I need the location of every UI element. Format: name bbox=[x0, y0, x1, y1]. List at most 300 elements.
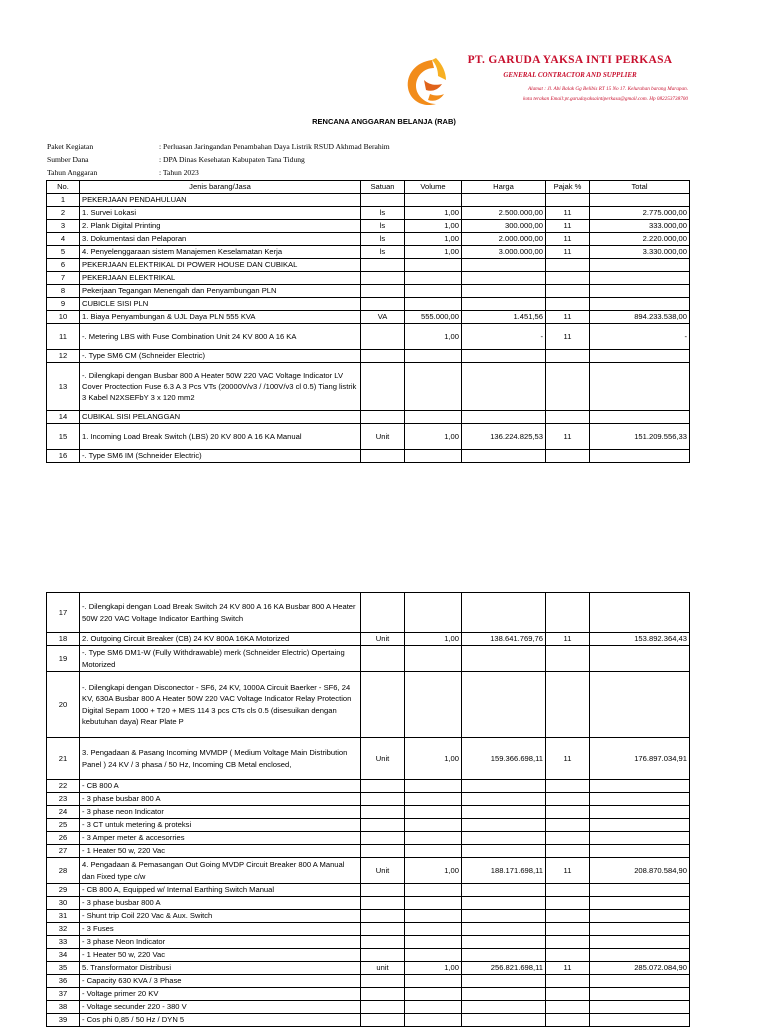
meta-label: Sumber Dana bbox=[47, 155, 89, 164]
total-cell bbox=[590, 411, 690, 424]
price-cell bbox=[462, 897, 546, 910]
tax-cell: 11 bbox=[546, 962, 590, 975]
volume-cell: 1,00 bbox=[405, 424, 462, 450]
price-cell bbox=[462, 988, 546, 1001]
unit-cell bbox=[361, 324, 405, 350]
price-cell bbox=[462, 845, 546, 858]
row-number: 11 bbox=[47, 324, 80, 350]
address-line-1: Alamat : Jl. Abi Balak Gg Belibis RT 15 No 17. Kelurahan barang Marapan. bbox=[527, 86, 688, 92]
table-row bbox=[47, 1001, 690, 1014]
total-cell bbox=[590, 593, 690, 633]
volume-cell bbox=[405, 988, 462, 1001]
unit-cell bbox=[361, 194, 405, 207]
item-description: 3. Dokumentasi dan Pelaporan bbox=[80, 233, 361, 246]
budget-table-top bbox=[46, 180, 690, 463]
unit-cell bbox=[361, 910, 405, 923]
volume-cell bbox=[405, 845, 462, 858]
volume-cell bbox=[405, 450, 462, 463]
row-number: 21 bbox=[47, 738, 80, 780]
total-cell bbox=[590, 1014, 690, 1027]
tax-cell: 11 bbox=[546, 311, 590, 324]
row-number: 31 bbox=[47, 910, 80, 923]
table-row bbox=[47, 272, 690, 285]
tax-cell bbox=[546, 450, 590, 463]
total-cell bbox=[590, 975, 690, 988]
tax-cell bbox=[546, 910, 590, 923]
row-number: 34 bbox=[47, 949, 80, 962]
volume-cell: 1,00 bbox=[405, 633, 462, 646]
unit-cell bbox=[361, 923, 405, 936]
total-cell: 208.870.584,90 bbox=[590, 858, 690, 884]
volume-cell bbox=[405, 936, 462, 949]
unit-cell bbox=[361, 832, 405, 845]
item-description: - 3 Fuses bbox=[80, 923, 361, 936]
volume-cell bbox=[405, 819, 462, 832]
unit-cell bbox=[361, 646, 405, 672]
table-row bbox=[47, 311, 690, 324]
table-row bbox=[47, 806, 690, 819]
row-number: 14 bbox=[47, 411, 80, 424]
volume-cell bbox=[405, 949, 462, 962]
price-cell bbox=[462, 672, 546, 738]
volume-cell bbox=[405, 646, 462, 672]
row-number: 1 bbox=[47, 194, 80, 207]
item-description: - CB 800 A, Equipped w/ Internal Earthing Switch Manual bbox=[80, 884, 361, 897]
table-row bbox=[47, 793, 690, 806]
volume-cell: 555.000,00 bbox=[405, 311, 462, 324]
price-cell bbox=[462, 780, 546, 793]
tax-cell bbox=[546, 285, 590, 298]
row-number: 7 bbox=[47, 272, 80, 285]
row-number: 29 bbox=[47, 884, 80, 897]
volume-cell bbox=[405, 923, 462, 936]
total-cell bbox=[590, 363, 690, 411]
price-cell bbox=[462, 910, 546, 923]
row-number: 24 bbox=[47, 806, 80, 819]
row-number: 12 bbox=[47, 350, 80, 363]
table-row bbox=[47, 633, 690, 646]
table-row bbox=[47, 975, 690, 988]
price-cell bbox=[462, 298, 546, 311]
price-cell bbox=[462, 272, 546, 285]
tax-cell bbox=[546, 411, 590, 424]
total-cell: 153.892.364,43 bbox=[590, 633, 690, 646]
header-volume: Volume bbox=[405, 181, 462, 194]
row-number: 16 bbox=[47, 450, 80, 463]
tax-cell bbox=[546, 350, 590, 363]
tax-cell: 11 bbox=[546, 633, 590, 646]
unit-cell: Unit bbox=[361, 424, 405, 450]
company-address bbox=[448, 84, 688, 104]
total-cell bbox=[590, 806, 690, 819]
volume-cell bbox=[405, 832, 462, 845]
table-row bbox=[47, 363, 690, 411]
price-cell bbox=[462, 259, 546, 272]
volume-cell bbox=[405, 780, 462, 793]
budget-table-bottom bbox=[46, 592, 690, 1027]
table-row bbox=[47, 897, 690, 910]
unit-cell bbox=[361, 411, 405, 424]
volume-cell: 1,00 bbox=[405, 738, 462, 780]
price-cell bbox=[462, 793, 546, 806]
table-row bbox=[47, 233, 690, 246]
total-cell bbox=[590, 910, 690, 923]
volume-cell bbox=[405, 1001, 462, 1014]
total-cell bbox=[590, 285, 690, 298]
item-description: -. Dilengkapi dengan Disconector - SF6, 24 KV, 1000A Circuit Baerker - SF6, 24 KV, 630A Busbar 800 A Heater 50W 220 VAC Voltage Indicator Relay Protection Digital Sepam 1000 + T20 + MES 114 3 pcs CTs cls 0.5 (disesuikan dengan kebutuhan daya) Rear Plate P bbox=[80, 672, 361, 738]
price-cell: 300.000,00 bbox=[462, 220, 546, 233]
table-row bbox=[47, 424, 690, 450]
tax-cell: 11 bbox=[546, 220, 590, 233]
price-cell: 136.224.825,53 bbox=[462, 424, 546, 450]
row-number: 35 bbox=[47, 962, 80, 975]
total-cell: 333.000,00 bbox=[590, 220, 690, 233]
total-cell: 2.775.000,00 bbox=[590, 207, 690, 220]
total-cell: 3.330.000,00 bbox=[590, 246, 690, 259]
volume-cell bbox=[405, 975, 462, 988]
item-description: -. Dilengkapi dengan Load Break Switch 24 KV 800 A 16 KA Busbar 800 A Heater 50W 220 VAC Voltage Indicator Earthing Switch bbox=[80, 593, 361, 633]
unit-cell bbox=[361, 884, 405, 897]
item-description: 3. Pengadaan & Pasang Incoming MVMDP ( Medium Voltage Main Distribution Panel ) 24 KV / 3 phasa / 50 Hz, Incoming CB Metal enclosed, bbox=[80, 738, 361, 780]
unit-cell bbox=[361, 450, 405, 463]
price-cell bbox=[462, 350, 546, 363]
table-row bbox=[47, 949, 690, 962]
item-description: 2. Plank Digital Printing bbox=[80, 220, 361, 233]
unit-cell bbox=[361, 259, 405, 272]
unit-cell: unit bbox=[361, 962, 405, 975]
tax-cell bbox=[546, 1014, 590, 1027]
item-description: - 3 CT untuk metering & proteksi bbox=[80, 819, 361, 832]
total-cell bbox=[590, 845, 690, 858]
total-cell bbox=[590, 780, 690, 793]
row-number: 23 bbox=[47, 793, 80, 806]
row-number: 6 bbox=[47, 259, 80, 272]
tax-cell: 11 bbox=[546, 424, 590, 450]
row-number: 39 bbox=[47, 1014, 80, 1027]
volume-cell bbox=[405, 910, 462, 923]
tax-cell bbox=[546, 363, 590, 411]
price-cell: 1.451,56 bbox=[462, 311, 546, 324]
row-number: 13 bbox=[47, 363, 80, 411]
volume-cell bbox=[405, 793, 462, 806]
total-cell bbox=[590, 923, 690, 936]
row-number: 32 bbox=[47, 923, 80, 936]
table-row bbox=[47, 450, 690, 463]
tax-cell: 11 bbox=[546, 207, 590, 220]
row-number: 20 bbox=[47, 672, 80, 738]
table-row bbox=[47, 593, 690, 633]
item-description: CUBICLE SISI PLN bbox=[80, 298, 361, 311]
table-row bbox=[47, 832, 690, 845]
price-cell bbox=[462, 194, 546, 207]
volume-cell: 1,00 bbox=[405, 246, 462, 259]
phoenix-logo bbox=[402, 54, 450, 110]
total-cell bbox=[590, 1001, 690, 1014]
total-cell bbox=[590, 450, 690, 463]
unit-cell bbox=[361, 897, 405, 910]
volume-cell bbox=[405, 285, 462, 298]
tax-cell bbox=[546, 1001, 590, 1014]
meta-value: : Perluasan Jaringandan Penambahan Daya Listrik RSUD Akhmad Berahim bbox=[159, 142, 390, 151]
table-row bbox=[47, 884, 690, 897]
item-description: - CB 800 A bbox=[80, 780, 361, 793]
price-cell: 159.366.698,11 bbox=[462, 738, 546, 780]
item-description: - Cos phi 0,85 / 50 Hz / DYN 5 bbox=[80, 1014, 361, 1027]
volume-cell bbox=[405, 672, 462, 738]
total-cell: 151.209.556,33 bbox=[590, 424, 690, 450]
header-total: Total bbox=[590, 181, 690, 194]
table-row bbox=[47, 780, 690, 793]
tax-cell: 11 bbox=[546, 324, 590, 350]
table-row bbox=[47, 1014, 690, 1027]
item-description: -. Metering LBS with Fuse Combination Unit 24 KV 800 A 16 KA bbox=[80, 324, 361, 350]
tax-cell bbox=[546, 897, 590, 910]
total-cell bbox=[590, 949, 690, 962]
price-cell bbox=[462, 832, 546, 845]
unit-cell: ls bbox=[361, 246, 405, 259]
price-cell bbox=[462, 1014, 546, 1027]
item-description: - 1 Heater 50 w, 220 Vac bbox=[80, 845, 361, 858]
item-description: - Capacity 630 KVA / 3 Phase bbox=[80, 975, 361, 988]
row-number: 26 bbox=[47, 832, 80, 845]
item-description: - 3 phase busbar 800 A bbox=[80, 897, 361, 910]
total-cell bbox=[590, 884, 690, 897]
row-number: 17 bbox=[47, 593, 80, 633]
table-row bbox=[47, 324, 690, 350]
unit-cell: VA bbox=[361, 311, 405, 324]
table-row bbox=[47, 194, 690, 207]
price-cell bbox=[462, 285, 546, 298]
total-cell bbox=[590, 819, 690, 832]
volume-cell: 1,00 bbox=[405, 962, 462, 975]
total-cell: 176.897.034,91 bbox=[590, 738, 690, 780]
table-row bbox=[47, 207, 690, 220]
meta-value: : DPA Dinas Kesehatan Kabupaten Tana Tidung bbox=[159, 155, 305, 164]
item-description: - 3 phase busbar 800 A bbox=[80, 793, 361, 806]
header-tax: Pajak % bbox=[546, 181, 590, 194]
row-number: 18 bbox=[47, 633, 80, 646]
volume-cell bbox=[405, 350, 462, 363]
tax-cell bbox=[546, 845, 590, 858]
tax-cell bbox=[546, 819, 590, 832]
price-cell bbox=[462, 450, 546, 463]
row-number: 10 bbox=[47, 311, 80, 324]
table-row bbox=[47, 923, 690, 936]
header-unit: Satuan bbox=[361, 181, 405, 194]
unit-cell: ls bbox=[361, 220, 405, 233]
total-cell bbox=[590, 298, 690, 311]
meta-label: Paket Kegiatan bbox=[47, 142, 94, 151]
total-cell bbox=[590, 672, 690, 738]
unit-cell bbox=[361, 363, 405, 411]
price-cell bbox=[462, 949, 546, 962]
unit-cell bbox=[361, 949, 405, 962]
table-row bbox=[47, 988, 690, 1001]
price-cell bbox=[462, 1001, 546, 1014]
unit-cell bbox=[361, 350, 405, 363]
item-description: -. Type SM6 DM1-W (Fully Withdrawable) merk (Schneider Electric) Opertaing Motorized bbox=[80, 646, 361, 672]
unit-cell bbox=[361, 975, 405, 988]
total-cell: 285.072.084,90 bbox=[590, 962, 690, 975]
unit-cell bbox=[361, 272, 405, 285]
document-title: RENCANA ANGGARAN BELANJA (RAB) bbox=[312, 117, 456, 126]
unit-cell bbox=[361, 819, 405, 832]
tax-cell bbox=[546, 923, 590, 936]
row-number: 37 bbox=[47, 988, 80, 1001]
unit-cell: Unit bbox=[361, 858, 405, 884]
header-item: Jenis barang/Jasa bbox=[80, 181, 361, 194]
row-number: 27 bbox=[47, 845, 80, 858]
row-number: 38 bbox=[47, 1001, 80, 1014]
unit-cell bbox=[361, 780, 405, 793]
item-description: CUBIKAL SISI PELANGGAN bbox=[80, 411, 361, 424]
volume-cell: 1,00 bbox=[405, 233, 462, 246]
volume-cell bbox=[405, 259, 462, 272]
price-cell bbox=[462, 975, 546, 988]
row-number: 9 bbox=[47, 298, 80, 311]
unit-cell bbox=[361, 793, 405, 806]
price-cell bbox=[462, 884, 546, 897]
row-number: 33 bbox=[47, 936, 80, 949]
item-description: - Voltage primer 20 KV bbox=[80, 988, 361, 1001]
total-cell bbox=[590, 272, 690, 285]
unit-cell bbox=[361, 285, 405, 298]
table-row bbox=[47, 220, 690, 233]
price-cell: 188.171.698,11 bbox=[462, 858, 546, 884]
tax-cell: 11 bbox=[546, 738, 590, 780]
tax-cell bbox=[546, 272, 590, 285]
item-description: 2. Outgoing Circuit Breaker (CB) 24 KV 800A 16KA Motorized bbox=[80, 633, 361, 646]
volume-cell: 1,00 bbox=[405, 858, 462, 884]
total-cell bbox=[590, 194, 690, 207]
tax-cell bbox=[546, 806, 590, 819]
price-cell: 2.000.000,00 bbox=[462, 233, 546, 246]
row-number: 15 bbox=[47, 424, 80, 450]
table-row bbox=[47, 411, 690, 424]
item-description: -. Type SM6 CM (Schneider Electric) bbox=[80, 350, 361, 363]
tax-cell bbox=[546, 780, 590, 793]
row-number: 8 bbox=[47, 285, 80, 298]
total-cell bbox=[590, 832, 690, 845]
tax-cell bbox=[546, 975, 590, 988]
volume-cell bbox=[405, 897, 462, 910]
row-number: 22 bbox=[47, 780, 80, 793]
item-description: 1. Incoming Load Break Switch (LBS) 20 KV 800 A 16 KA Manual bbox=[80, 424, 361, 450]
price-cell: 3.000.000,00 bbox=[462, 246, 546, 259]
volume-cell bbox=[405, 806, 462, 819]
tax-cell bbox=[546, 936, 590, 949]
unit-cell bbox=[361, 936, 405, 949]
table-row bbox=[47, 246, 690, 259]
tax-cell bbox=[546, 259, 590, 272]
volume-cell bbox=[405, 593, 462, 633]
total-cell bbox=[590, 793, 690, 806]
tax-cell: 11 bbox=[546, 233, 590, 246]
row-number: 28 bbox=[47, 858, 80, 884]
price-cell: - bbox=[462, 324, 546, 350]
table-row bbox=[47, 936, 690, 949]
item-description: 5. Transformator Distribusi bbox=[80, 962, 361, 975]
company-tagline: GENERAL CONTRACTOR AND SUPPLIER bbox=[503, 71, 637, 79]
address-line-2: kota terakan Email:pt.garudayaksaintiperkasa@gmail.com. Hp 082253738700 bbox=[523, 96, 688, 102]
tax-cell bbox=[546, 793, 590, 806]
volume-cell bbox=[405, 272, 462, 285]
unit-cell: ls bbox=[361, 233, 405, 246]
volume-cell: 1,00 bbox=[405, 324, 462, 350]
tax-cell bbox=[546, 593, 590, 633]
item-description: -. Dilengkapi dengan Busbar 800 A Heater 50W 220 VAC Voltage Indicator LV Cover Proctection Fuse 6.3 A 3 Pcs VTs (20000V/v3 / /100V/v3 cl 0.5) Tiang listrik 3 Kabel N2XSEFbY 3 x 120 mm2 bbox=[80, 363, 361, 411]
total-cell bbox=[590, 259, 690, 272]
tax-cell bbox=[546, 672, 590, 738]
volume-cell bbox=[405, 411, 462, 424]
price-cell: 2.500.000,00 bbox=[462, 207, 546, 220]
table-row bbox=[47, 350, 690, 363]
volume-cell: 1,00 bbox=[405, 220, 462, 233]
unit-cell bbox=[361, 1001, 405, 1014]
tax-cell bbox=[546, 832, 590, 845]
volume-cell bbox=[405, 194, 462, 207]
price-cell: 138.641.769,76 bbox=[462, 633, 546, 646]
item-description: PEKERJAAN ELEKTRIKAL DI POWER HOUSE DAN CUBIKAL bbox=[80, 259, 361, 272]
total-cell bbox=[590, 350, 690, 363]
row-number: 25 bbox=[47, 819, 80, 832]
item-description: 4. Pengadaan & Pemasangan Out Going MVDP Circuit Breaker 800 A Manual dan Fixed type c/w bbox=[80, 858, 361, 884]
row-number: 3 bbox=[47, 220, 80, 233]
total-cell: 2.220.000,00 bbox=[590, 233, 690, 246]
item-description: PEKERJAAN PENDAHULUAN bbox=[80, 194, 361, 207]
tax-cell bbox=[546, 298, 590, 311]
unit-cell bbox=[361, 1014, 405, 1027]
total-cell: - bbox=[590, 324, 690, 350]
price-cell bbox=[462, 363, 546, 411]
unit-cell: ls bbox=[361, 207, 405, 220]
unit-cell bbox=[361, 806, 405, 819]
row-number: 5 bbox=[47, 246, 80, 259]
total-cell: 894.233.538,00 bbox=[590, 311, 690, 324]
table-row bbox=[47, 858, 690, 884]
header-no: No. bbox=[47, 181, 80, 194]
table-row bbox=[47, 298, 690, 311]
unit-cell bbox=[361, 298, 405, 311]
unit-cell bbox=[361, 593, 405, 633]
table-row bbox=[47, 962, 690, 975]
price-cell bbox=[462, 806, 546, 819]
item-description: - 1 Heater 50 w, 220 Vac bbox=[80, 949, 361, 962]
volume-cell: 1,00 bbox=[405, 207, 462, 220]
tax-cell: 11 bbox=[546, 858, 590, 884]
table-header-row bbox=[47, 181, 690, 194]
company-name: PT. GARUDA YAKSA INTI PERKASA bbox=[467, 54, 673, 66]
item-description: - 3 Amper meter & accesorries bbox=[80, 832, 361, 845]
price-cell bbox=[462, 923, 546, 936]
table-row bbox=[47, 285, 690, 298]
total-cell bbox=[590, 897, 690, 910]
price-cell bbox=[462, 593, 546, 633]
price-cell bbox=[462, 411, 546, 424]
total-cell bbox=[590, 646, 690, 672]
unit-cell bbox=[361, 845, 405, 858]
item-description: - Voltage secunder 220 - 380 V bbox=[80, 1001, 361, 1014]
price-cell bbox=[462, 646, 546, 672]
table-row bbox=[47, 845, 690, 858]
unit-cell: Unit bbox=[361, 633, 405, 646]
price-cell bbox=[462, 819, 546, 832]
item-description: - 3 phase Neon Indicator bbox=[80, 936, 361, 949]
table-row bbox=[47, 738, 690, 780]
volume-cell bbox=[405, 298, 462, 311]
unit-cell bbox=[361, 672, 405, 738]
item-description: PEKERJAAN ELEKTRIKAL bbox=[80, 272, 361, 285]
